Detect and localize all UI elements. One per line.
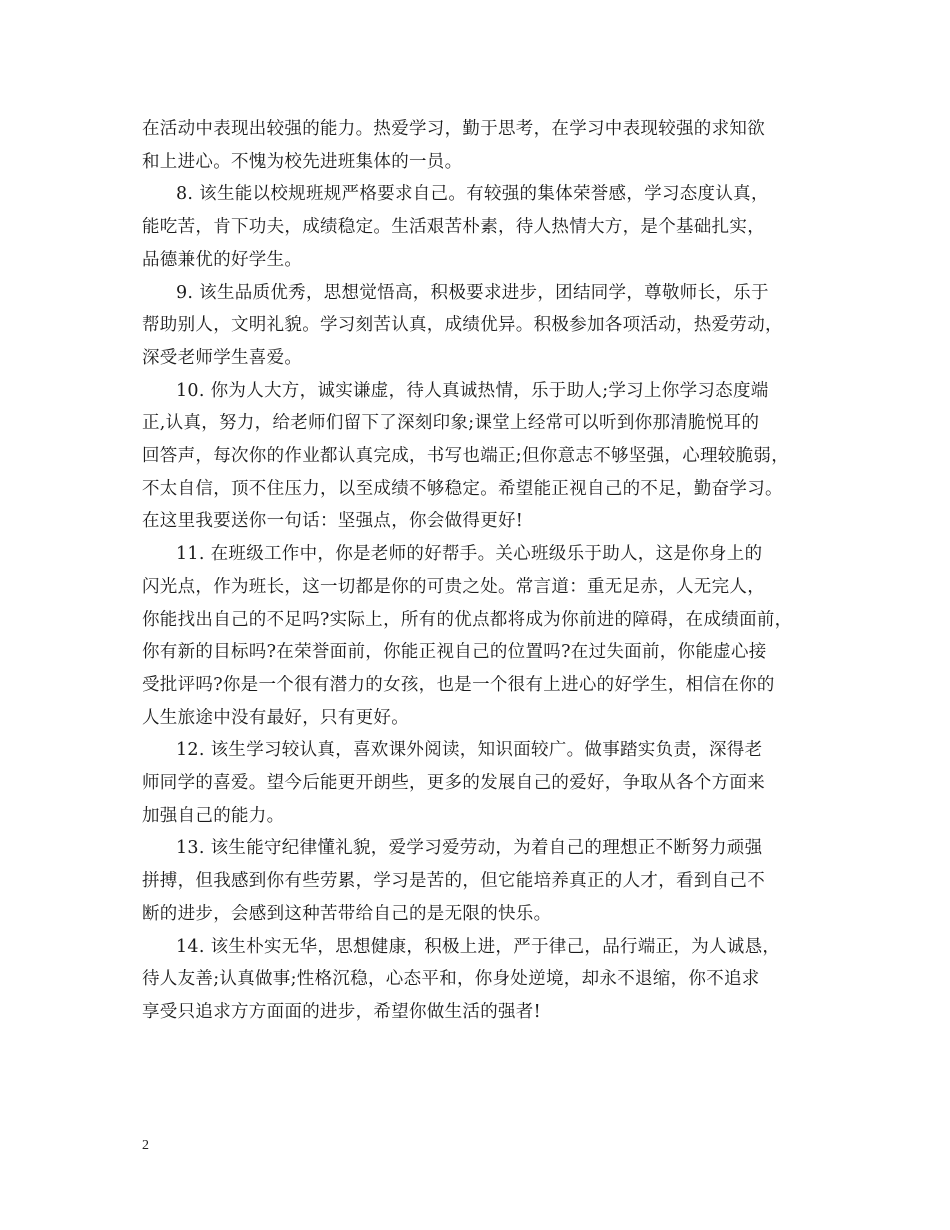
paragraph-item-12: 12. 该生学习较认真，喜欢课外阅读，知识面较广。做事踏实负责，深得老 师同学的喜爱。望今后能更开朗些，更多的发展自己的爱好，争取从各个方面来 加强自己的能力。 bbox=[142, 740, 765, 826]
paragraph-item-13: 13. 该生能守纪律懂礼貌，爱学习爱劳动，为着自己的理想正不断努力顽强 拼搏，但我感到你有些劳累，学习是苦的，但它能培养真正的人才，看到自己不 断的进步，会感到这种苦带给自己的是无限的快乐。 bbox=[142, 838, 765, 924]
paragraph-item-9: 9. 该生品质优秀，思想觉悟高，积极要求进步，团结同学，尊敬师长，乐于 帮助别人，文明礼貌。学习刻苦认真，成绩优异。积极参加各项活动，热爱劳动， 深受老师学生喜爱。 bbox=[142, 282, 783, 368]
paragraph-item-11: 11. 在班级工作中，你是老师的好帮手。关心班级乐于助人，这是你身上的 闪光点，作为班长，这一切都是你的可贵之处。常言道：重无足赤，人无完人， 你能找出自己的不足吗?实际上，所有的优点都将成为你前进的障碍，在成绩面前， 你有新的目标吗?在荣誉面前，你能正视自己的位置吗?在过失面前，你能虚心接 受批评吗?你是一个很有潜力的女孩，也是一个很有上进心的好学生，相信在你的 人生旅途中没有最好，只有更好。 bbox=[142, 544, 793, 728]
document-body bbox=[142, 113, 822, 1029]
page-number: 2 bbox=[142, 1138, 149, 1153]
paragraph-continuation: 在活动中表现出较强的能力。热爱学习，勤于思考，在学习中表现较强的求知欲 和上进心。不愧为校先进班集体的一员。 bbox=[142, 119, 765, 172]
paragraph-item-8: 8. 该生能以校规班规严格要求自己。有较强的集体荣誉感，学习态度认真， 能吃苦，肯下功夫，成绩稳定。生活艰苦朴素，待人热情大方，是个基础扎实， 品德兼优的好学生。 bbox=[142, 184, 769, 270]
paragraph-item-14: 14. 该生朴实无华，思想健康，积极上进，严于律己，品行端正，为人诚恳， 待人友善;认真做事;性格沉稳，心态平和，你身处逆境，却永不退缩，你不追求 享受只追求方方面面的进步，希望你做生活的强者! bbox=[142, 936, 781, 1022]
paragraph-item-10: 10. 你为人大方，诚实谦虚，待人真诚热情，乐于助人;学习上你学习态度端 正,认真，努力，给老师们留下了深刻印象;课堂上经常可以听到你那清脆悦耳的 回答声，每次你的作业都认真完成，书写也端正;但你意志不够坚强，心理较脆弱， 不太自信，顶不住压力，以至成绩不够稳定。希望能正视自己的不足，勤奋学习。 在这里我要送你一句话：坚强点，你会做得更好! bbox=[142, 380, 789, 532]
